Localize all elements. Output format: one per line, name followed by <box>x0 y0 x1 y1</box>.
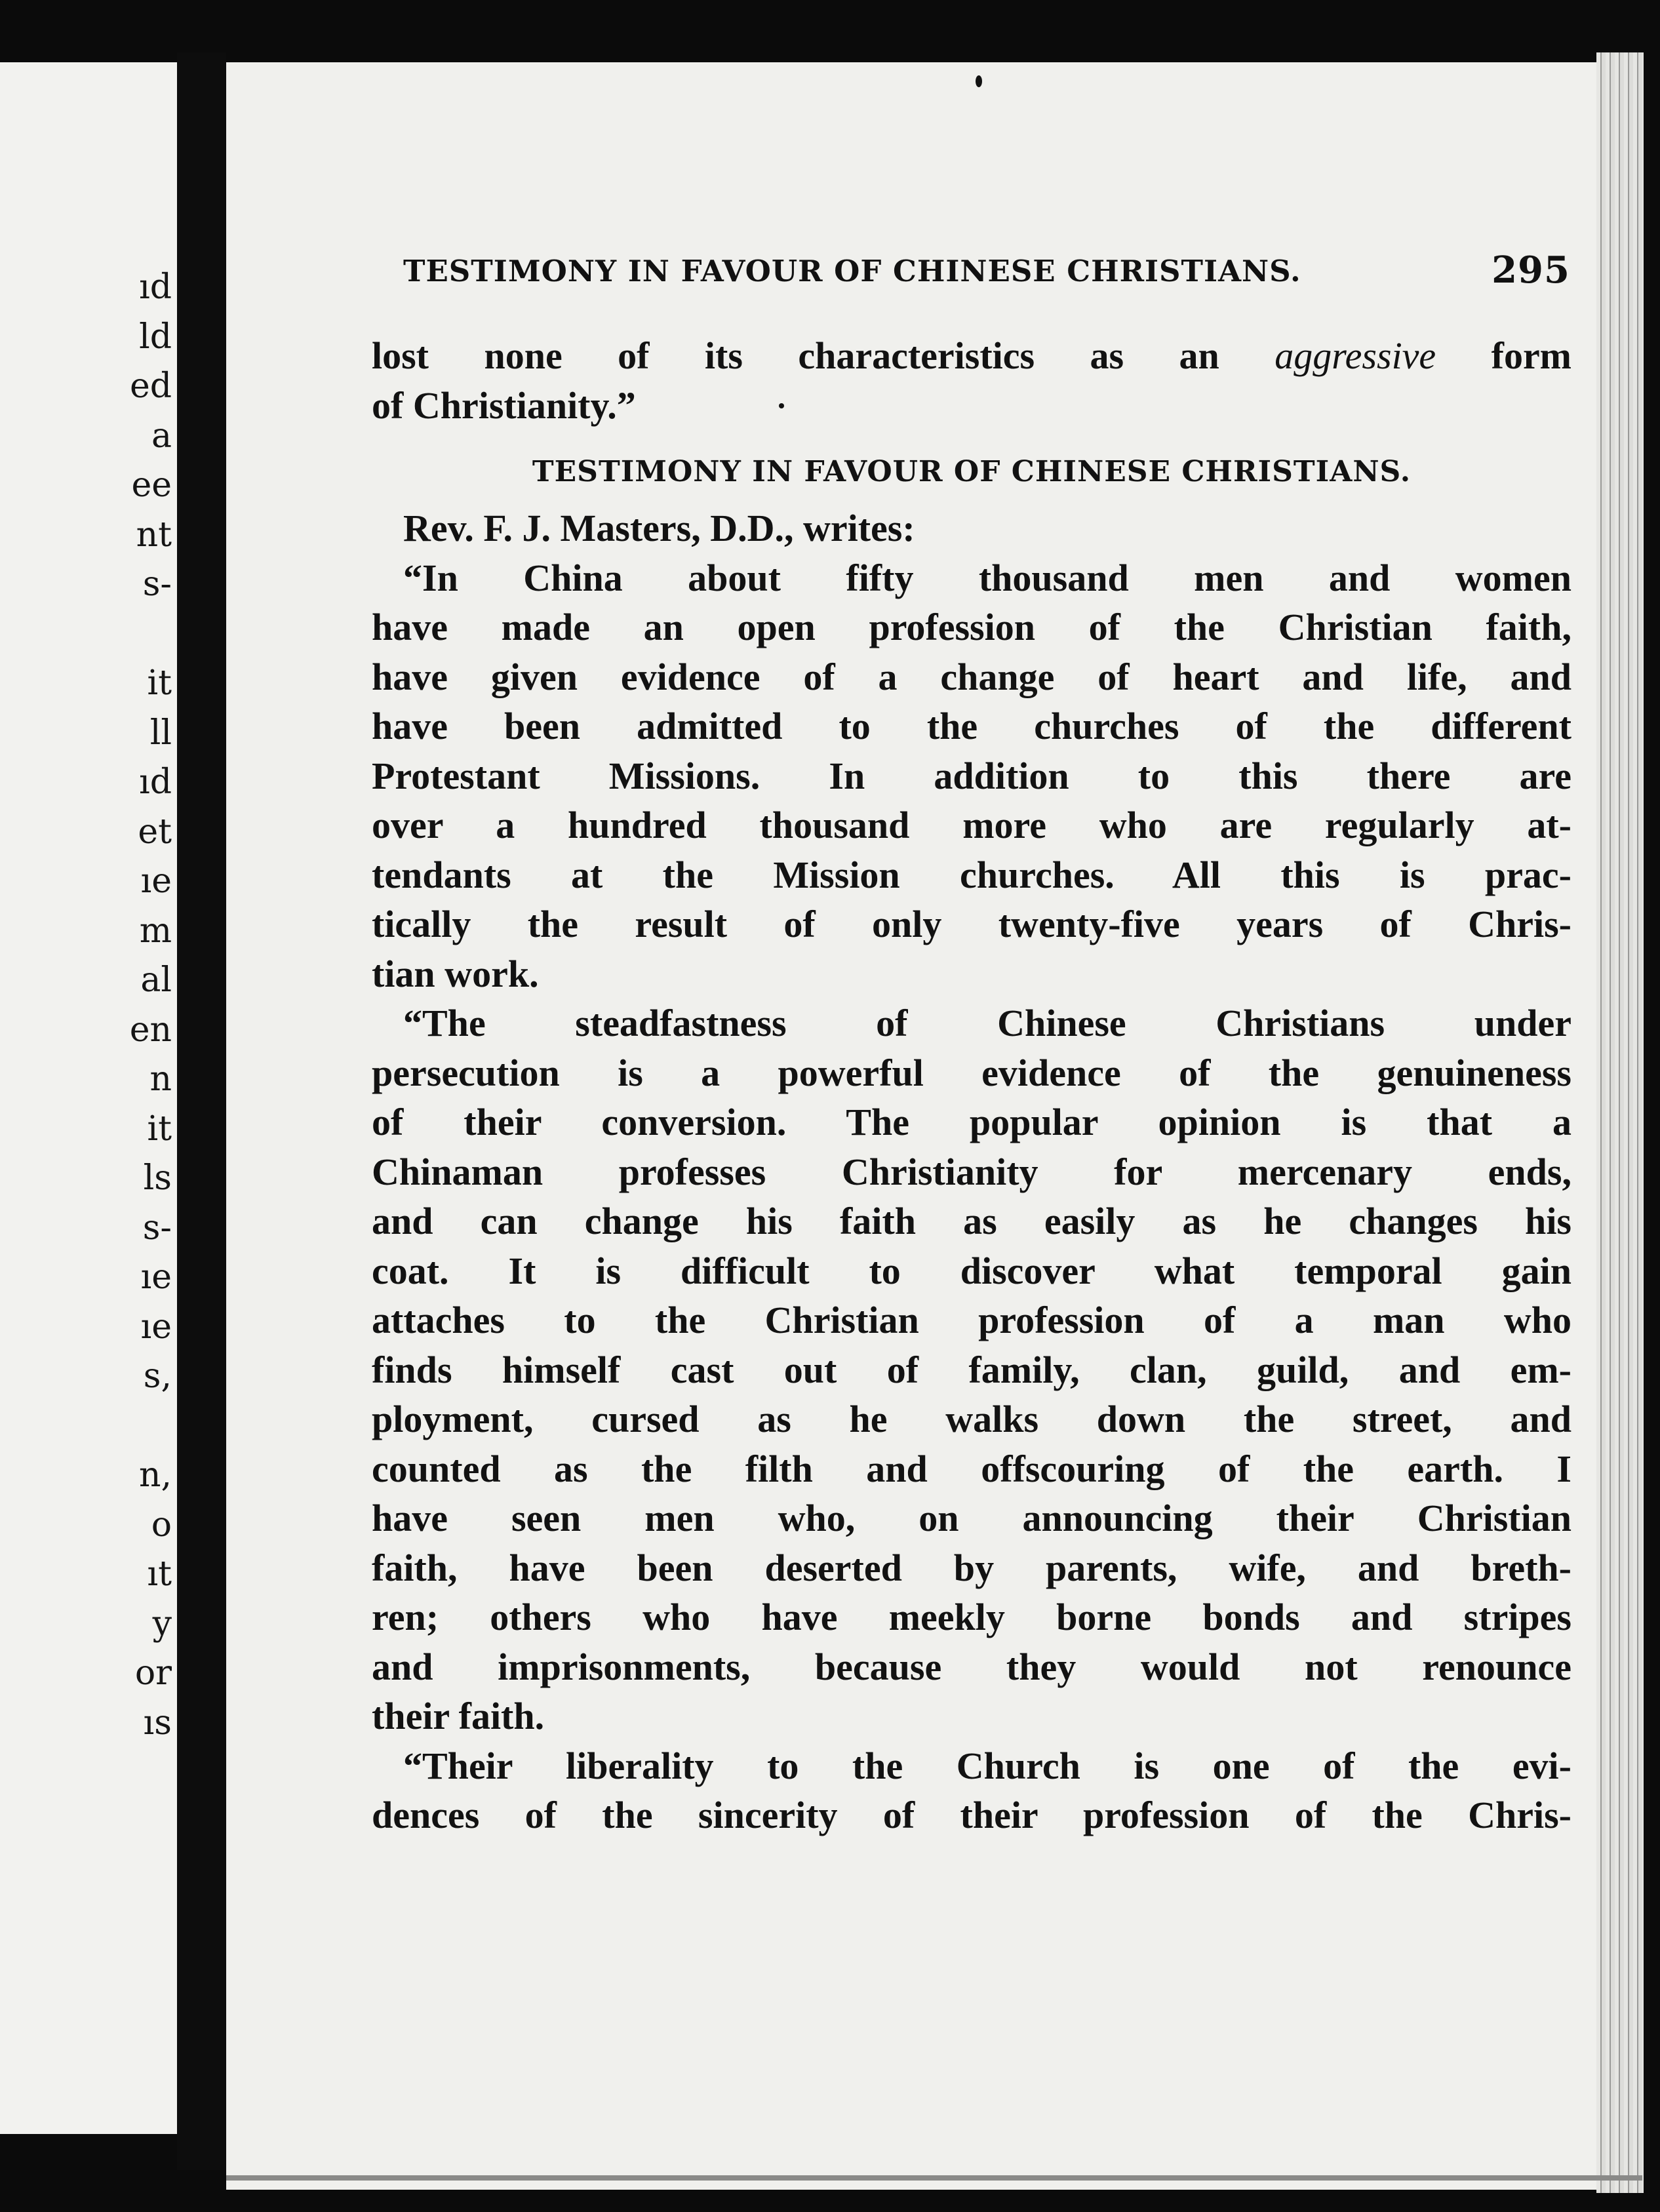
left-page-fragment: al <box>140 960 172 1000</box>
text-line: “Their liberality to the Church is one of the evi- <box>403 1744 1571 1787</box>
text-line: lost none of its characteristics as an aggressive form <box>372 334 1571 377</box>
paragraph <box>372 1741 1571 1840</box>
text-line: have been admitted to the churches of the different <box>372 705 1571 747</box>
text-line: counted as the filth and offscouring of the earth. I <box>372 1447 1571 1490</box>
text-line: have made an open profession of the Christian faith, <box>372 606 1571 648</box>
text-line: faith, have been deserted by parents, wife, and breth- <box>372 1546 1571 1589</box>
left-page-fragment: ld <box>139 317 172 357</box>
text-line: tically the result of only twenty-five years of Chris- <box>372 903 1571 945</box>
left-page-fragment: s, <box>143 1356 172 1396</box>
left-page-fragment: n <box>149 1059 172 1099</box>
text-line: and imprisonments, because they would not renounce <box>372 1645 1571 1688</box>
body-text <box>372 331 1571 1840</box>
left-page-fragment: ıe <box>140 1307 172 1347</box>
page-number: 295 <box>1492 248 1570 292</box>
text-line: ren; others who have meekly borne bonds and stripes <box>372 1596 1571 1638</box>
left-page-fragment: ls <box>143 1158 172 1198</box>
text-line: over a hundred thousand more who are regularly at- <box>372 804 1571 846</box>
italic-word: aggressive <box>1275 334 1436 377</box>
text-line: their faith. <box>372 1695 545 1737</box>
left-page-fragment: or <box>134 1653 172 1693</box>
book-gutter <box>177 52 226 2170</box>
left-page-fragment: ıe <box>140 1257 172 1297</box>
left-page-fragment: ıt <box>147 1554 172 1594</box>
text-line: have given evidence of a change of heart and life, and <box>372 655 1571 698</box>
ink-speck <box>976 75 982 87</box>
running-head-title: TESTIMONY IN FAVOUR OF CHINESE CHRISTIANS. <box>403 254 1301 288</box>
text-line: and can change his faith as easily as he changes his <box>372 1200 1571 1242</box>
left-page-fragment: et <box>138 812 172 852</box>
text-line: coat. It is difficult to discover what temporal gain <box>372 1249 1571 1292</box>
left-page-fragment: a <box>151 416 172 456</box>
left-page-fragment: ıd <box>139 267 172 307</box>
text-line: “The steadfastness of Chinese Christians under <box>403 1002 1571 1044</box>
text-line: of their conversion. The popular opinion is that a <box>372 1101 1571 1143</box>
text-line: of Christianity.” <box>372 384 636 427</box>
text-line: ployment, cursed as he walks down the street, and <box>372 1398 1571 1440</box>
text-line: finds himself cast out of family, clan, guild, and em- <box>372 1348 1571 1391</box>
text-line: dences of the sincerity of their profession of the Chris- <box>372 1794 1571 1836</box>
left-page-fragment: ıs <box>143 1703 172 1743</box>
left-page-fragment: ıd <box>139 762 172 802</box>
ink-speck <box>779 403 784 408</box>
text-line: tendants at the Mission churches. All this is prac- <box>372 853 1571 896</box>
left-page-fragment: s- <box>142 564 172 604</box>
left-page-fragment: nt <box>136 515 172 555</box>
left-page-fragment: it <box>147 1109 172 1149</box>
text-line: tian work. <box>372 952 539 995</box>
left-page-fragment: s- <box>142 1208 172 1248</box>
running-head <box>403 248 1570 292</box>
text-line: Rev. F. J. Masters, D.D., writes: <box>403 507 915 549</box>
left-facing-page <box>0 62 177 2134</box>
left-page-fragment: ed <box>129 366 172 406</box>
text-line: Protestant Missions. In addition to this there are <box>372 754 1571 797</box>
left-page-fragment: m <box>139 911 172 951</box>
paragraph <box>372 998 1571 1741</box>
left-page-fragment: ll <box>149 713 172 753</box>
text-line: persecution is a powerful evidence of the genuineness <box>372 1051 1571 1094</box>
left-page-fragment: o <box>151 1505 172 1545</box>
text-line: Chinaman professes Christianity for mercenary ends, <box>372 1150 1571 1193</box>
section-heading: TESTIMONY IN FAVOUR OF CHINESE CHRISTIANS. <box>532 455 1412 488</box>
left-page-fragment: n, <box>138 1455 172 1495</box>
page-edge-stack <box>1596 52 1644 2193</box>
page-bottom-edge <box>226 2175 1642 2181</box>
text-line: “In China about fifty thousand men and women <box>403 556 1571 599</box>
left-page-fragment: ıe <box>140 861 172 901</box>
text-line: attaches to the Christian profession of a man who <box>372 1299 1571 1341</box>
text-line: have seen men who, on announcing their Christian <box>372 1497 1571 1539</box>
left-page-fragment: en <box>129 1010 172 1050</box>
left-page-fragment: y <box>152 1604 172 1644</box>
right-page <box>226 62 1596 2190</box>
left-page-fragment: it <box>147 663 172 703</box>
left-page-fragment: ee <box>131 465 172 505</box>
paragraph <box>372 553 1571 999</box>
